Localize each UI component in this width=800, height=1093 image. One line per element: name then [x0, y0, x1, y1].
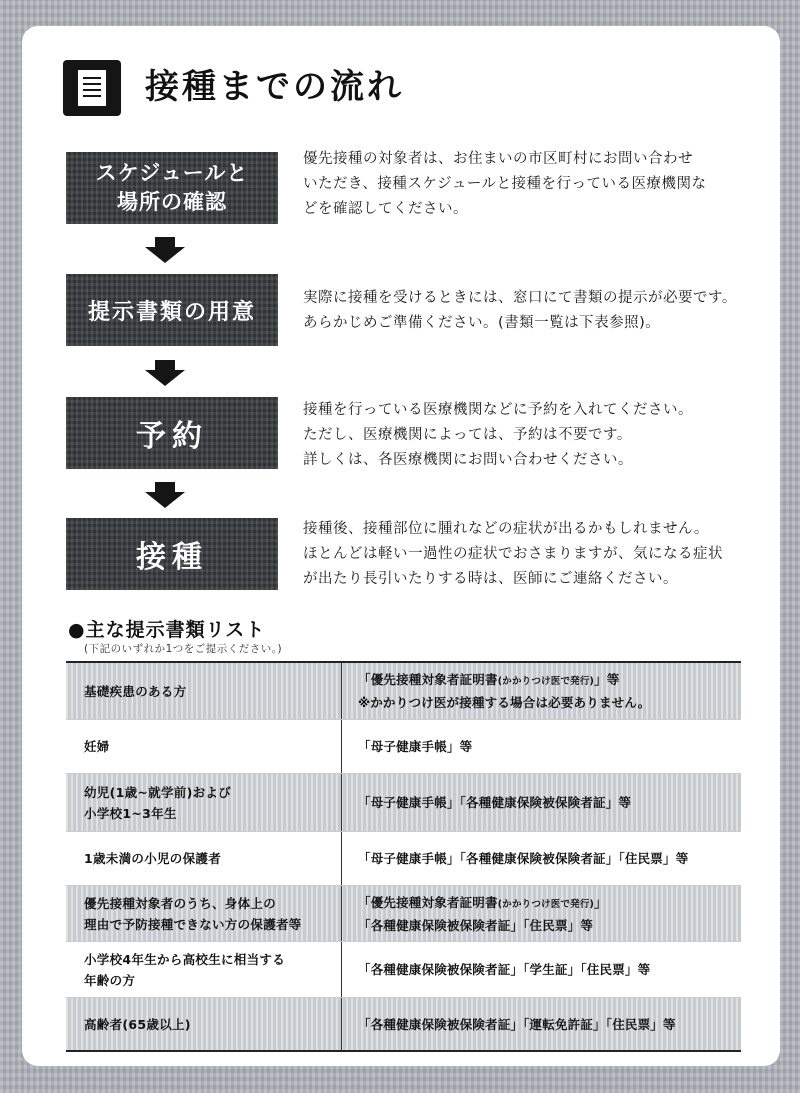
table-cell-documents: [341, 774, 741, 831]
table-row: [66, 886, 741, 942]
table-row: [66, 998, 741, 1050]
description-line: 接種後、接種部位に腫れなどの症状が出るかもしれません。: [303, 521, 709, 537]
description-line: 優先接種の対象者は、お住まいの市区町村にお問い合わせ: [303, 151, 693, 167]
cell-line: 「各種健康保険被保険者証」「運転免許証」「住民票」等: [358, 1016, 676, 1032]
table-cell-documents: [341, 663, 741, 719]
table-row: [66, 663, 741, 720]
description-line: 接種を行っている医療機関などに予約を入れてください。: [303, 402, 693, 418]
cell-line: 1歳未満の小児の保護者: [84, 851, 221, 866]
table-cell-person: [66, 998, 341, 1050]
step-prepare-documents: [66, 274, 278, 346]
step-reservation: [66, 397, 278, 469]
table-cell-documents: [341, 720, 741, 773]
document-table: [66, 661, 741, 1052]
cell-line: 「母子健康手帳」「各種健康保険被保険者証」等: [358, 795, 632, 810]
cell-line: 小学校4年生から高校生に相当する: [84, 951, 285, 967]
document-list-title: ●主な提示書類リスト: [68, 619, 266, 641]
description-line: ほとんどは軽い一過性の症状でおさまりますが、気になる症状: [303, 546, 723, 562]
table-cell-person: [66, 942, 341, 997]
table-cell-person: [66, 720, 341, 773]
table-cell-person: [66, 886, 341, 941]
table-row: [66, 720, 741, 774]
cell-line: ※かかりつけ医が接種する場合は必要ありません。: [358, 695, 651, 710]
cell-line: 理由で予防接種できない方の保護者等: [84, 916, 302, 932]
step-label-line: 提示書類の用意: [87, 299, 256, 325]
step-label-line: 場所の確認: [117, 190, 227, 214]
table-row: [66, 774, 741, 832]
cell-line: 高齢者(65歳以上): [84, 1016, 191, 1032]
step-label-line: スケジュールと: [95, 161, 249, 185]
description-line: 詳しくは、各医療機関にお問い合わせください。: [303, 452, 633, 468]
step-description: [303, 517, 763, 592]
step-description: [303, 147, 763, 222]
step-description: [303, 398, 763, 473]
table-row: [66, 832, 741, 886]
cell-line: 年齢の方: [84, 972, 136, 988]
description-line: あらかじめご準備ください。(書類一覧は下表参照)。: [303, 315, 661, 331]
table-cell-documents: [341, 942, 741, 997]
cell-line: 「母子健康手帳」「各種健康保険被保険者証」「住民票」等: [358, 851, 689, 866]
step-vaccination: [66, 518, 278, 590]
description-line: ただし、医療機関によっては、予約は不要です。: [303, 427, 632, 443]
cell-line: 基礎疾患のある方: [84, 683, 187, 699]
cell-line: 「各種健康保険被保険者証」「学生証」「住民票」等: [358, 962, 651, 977]
table-cell-documents: [341, 998, 741, 1050]
description-line: 実際に接種を受けるときには、窓口にて書類の提示が必要です。: [303, 290, 737, 306]
cell-line: 「優先接種対象者証明書(かかりつけ医で発行)」等: [358, 672, 620, 687]
description-line: いただき、接種スケジュールと接種を行っている医療機関な: [303, 176, 707, 192]
document-icon: [63, 60, 121, 116]
step-label-line: 接種: [136, 540, 208, 575]
document-list-note: (下記のいずれか1つをご提示ください。): [84, 643, 283, 655]
cell-line: 優先接種対象者のうち、身体上の: [84, 895, 277, 911]
step-description: [303, 286, 763, 336]
table-cell-person: [66, 774, 341, 831]
cell-line: 妊婦: [84, 739, 110, 754]
description-line: どを確認してください。: [303, 201, 468, 217]
step-schedule-location: [66, 152, 278, 224]
table-cell-person: [66, 832, 341, 885]
cell-line: 「母子健康手帳」等: [358, 739, 473, 754]
cell-line: 小学校1~3年生: [84, 805, 177, 821]
cell-line: 「各種健康保険被保険者証」「住民票」等: [358, 917, 594, 933]
description-line: が出たり長引いたりする時は、医師にご連絡ください。: [303, 571, 678, 587]
page-title: 接種までの流れ: [145, 67, 404, 107]
step-label-line: 予約: [136, 419, 208, 454]
table-row: [66, 942, 741, 998]
table-cell-person: [66, 663, 341, 719]
table-cell-documents: [341, 886, 741, 941]
cell-line: 「優先接種対象者証明書(かかりつけ医で発行)」: [358, 894, 607, 910]
table-cell-documents: [341, 832, 741, 885]
cell-line: 幼児(1歳~就学前)および: [84, 784, 231, 800]
